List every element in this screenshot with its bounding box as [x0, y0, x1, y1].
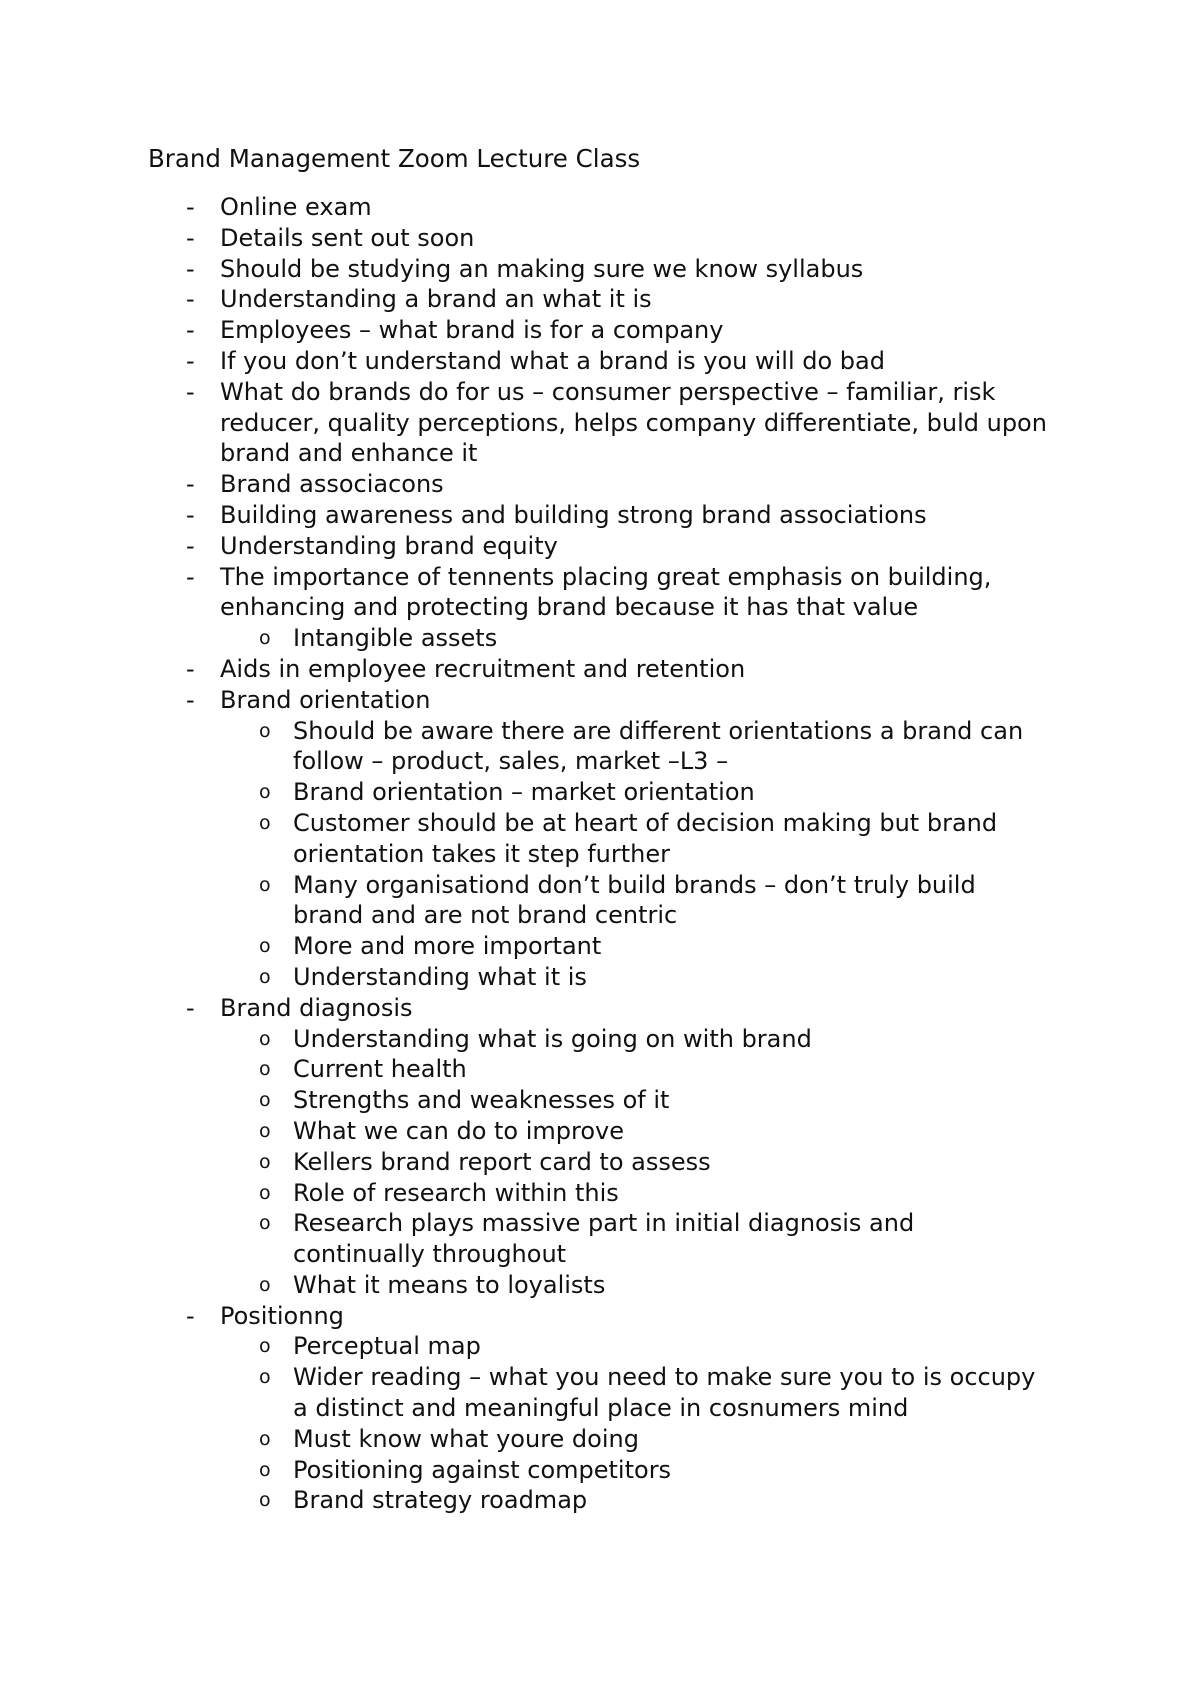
sub-list-item — [0, 716, 1200, 778]
sub-list-item — [0, 1085, 1200, 1116]
list-item-text: Online exam — [220, 193, 372, 221]
sub-list-item — [0, 1178, 1200, 1209]
sub-list-item — [0, 1424, 1200, 1455]
list-item — [0, 223, 1200, 254]
list-item-text: Wider reading – what you need to make sure you to is occupy — [293, 1363, 1036, 1392]
list-item-text: a distinct and meaningful place in cosnumers mind — [293, 1394, 909, 1423]
list-item-text: Employees – what brand is for a company — [220, 316, 724, 345]
list-item — [0, 315, 1200, 346]
circle-bullet: o — [259, 719, 271, 742]
sub-list-item — [0, 1331, 1200, 1362]
list-item-text: continually throughout — [293, 1240, 567, 1269]
bullet-list — [0, 192, 1200, 1516]
circle-bullet: o — [259, 873, 271, 896]
circle-bullet: o — [259, 1366, 271, 1389]
sub-list-item — [0, 1362, 1200, 1424]
dash-bullet: - — [186, 377, 195, 406]
sub-list-item — [0, 1147, 1200, 1178]
circle-bullet: o — [259, 1119, 271, 1142]
dash-bullet: - — [186, 993, 195, 1022]
circle-bullet: o — [259, 1027, 271, 1050]
list-item — [0, 685, 1200, 716]
list-item — [0, 192, 1200, 223]
list-item-text: The importance of tennents placing great emphasis on building, — [220, 562, 992, 591]
sub-list-item — [0, 777, 1200, 808]
list-item — [0, 377, 1200, 469]
list-item — [0, 531, 1200, 562]
circle-bullet: o — [259, 627, 271, 650]
list-item-text: follow – product, sales, market –L3 – — [293, 747, 729, 776]
sub-list-item — [0, 1116, 1200, 1147]
dash-bullet: - — [186, 470, 195, 499]
list-item-text: Many organisationd don’t build brands – don’t truly build — [293, 870, 976, 899]
list-item-text: Customer should be at heart of decision making but brand — [293, 808, 998, 837]
sub-list-item — [0, 623, 1200, 654]
list-item-text: Understanding what it is — [293, 962, 587, 991]
list-item — [0, 993, 1200, 1024]
circle-bullet: o — [259, 1058, 271, 1081]
circle-bullet: o — [259, 1458, 271, 1481]
dash-bullet: - — [186, 562, 195, 591]
list-item-text: Research plays massive part in initial diagnosis and — [293, 1209, 915, 1238]
list-item-text: If you don’t understand what a brand is you will do bad — [220, 346, 885, 375]
dash-bullet: - — [186, 223, 195, 252]
dash-bullet: - — [186, 1301, 195, 1330]
list-item — [0, 1301, 1200, 1332]
list-item-text: Must know what youre doing — [293, 1424, 639, 1453]
circle-bullet: o — [259, 935, 271, 958]
dash-bullet: - — [186, 316, 195, 345]
list-item-text: Strengths and weaknesses of it — [293, 1086, 670, 1115]
circle-bullet: o — [259, 1273, 271, 1296]
list-item-text: Understanding brand equity — [220, 531, 558, 560]
circle-bullet: o — [259, 811, 271, 834]
list-item-text: Brand diagnosis — [220, 993, 413, 1022]
list-item-text: reducer, quality perceptions, helps company differentiate, buld upon — [220, 408, 1047, 437]
circle-bullet: o — [259, 1427, 271, 1450]
list-item-text: Kellers brand report card to assess — [293, 1147, 711, 1176]
list-item-text: Current health — [293, 1055, 467, 1084]
sub-list-item — [0, 1208, 1200, 1270]
list-item-text: Understanding what is going on with brand — [293, 1024, 812, 1053]
list-item-text: Should be aware there are different orientations a brand can — [293, 716, 1024, 745]
circle-bullet: o — [259, 1181, 271, 1204]
list-item-text: Perceptual map — [293, 1332, 481, 1361]
list-item — [0, 562, 1200, 624]
circle-bullet: o — [259, 1335, 271, 1358]
list-item-text: brand and are not brand centric — [293, 901, 678, 930]
list-item-text: Brand associacons — [220, 470, 444, 499]
circle-bullet: o — [259, 1089, 271, 1112]
list-item-text: Brand orientation — [220, 685, 431, 714]
dash-bullet: - — [186, 254, 195, 283]
list-item-text: Brand strategy roadmap — [293, 1486, 588, 1515]
sub-list-item — [0, 808, 1200, 870]
list-item-text: brand and enhance it — [220, 439, 478, 468]
sub-list-item — [0, 1455, 1200, 1486]
circle-bullet: o — [259, 1212, 271, 1235]
sub-list-item — [0, 962, 1200, 993]
dash-bullet: - — [186, 685, 195, 714]
dash-bullet: - — [186, 285, 195, 314]
sub-list-item — [0, 1024, 1200, 1055]
dash-bullet: - — [186, 531, 195, 560]
list-item-text: What it means to loyalists — [293, 1270, 606, 1299]
list-item — [0, 469, 1200, 500]
document-title: Brand Management Zoom Lecture Class — [148, 144, 641, 173]
list-item-text: Should be studying an making sure we know syllabus — [220, 254, 864, 283]
list-item — [0, 346, 1200, 377]
list-item-text: What do brands do for us – consumer perspective – familiar, risk — [220, 377, 996, 406]
list-item-text: Brand orientation – market orientation — [293, 778, 755, 807]
list-item-text: Positionng — [220, 1301, 344, 1330]
sub-list-item — [0, 1054, 1200, 1085]
dash-bullet: - — [186, 346, 195, 375]
list-item — [0, 500, 1200, 531]
list-item-text: Role of research within this — [293, 1178, 619, 1207]
circle-bullet: o — [259, 781, 271, 804]
list-item-text: Details sent out soon — [220, 223, 475, 252]
list-item — [0, 254, 1200, 285]
circle-bullet: o — [259, 1489, 271, 1512]
sub-list-item — [0, 1485, 1200, 1516]
sub-list-item — [0, 1270, 1200, 1301]
list-item-text: More and more important — [293, 932, 602, 961]
dash-bullet: - — [186, 654, 195, 683]
list-item-text: orientation takes it step further — [293, 839, 671, 868]
dash-bullet: - — [186, 193, 195, 221]
list-item-text: Understanding a brand an what it is — [220, 285, 652, 314]
dash-bullet: - — [186, 500, 195, 529]
list-item-text: What we can do to improve — [293, 1116, 624, 1145]
list-item-text: enhancing and protecting brand because it has that value — [220, 593, 919, 622]
sub-list-item — [0, 870, 1200, 932]
list-item-text: Building awareness and building strong brand associations — [220, 500, 927, 529]
list-item-text: Intangible assets — [293, 624, 498, 653]
circle-bullet: o — [259, 965, 271, 988]
list-item-text: Positioning against competitors — [293, 1455, 672, 1484]
circle-bullet: o — [259, 1150, 271, 1173]
list-item-text: Aids in employee recruitment and retention — [220, 654, 746, 683]
list-item — [0, 284, 1200, 315]
list-item — [0, 654, 1200, 685]
sub-list-item — [0, 931, 1200, 962]
